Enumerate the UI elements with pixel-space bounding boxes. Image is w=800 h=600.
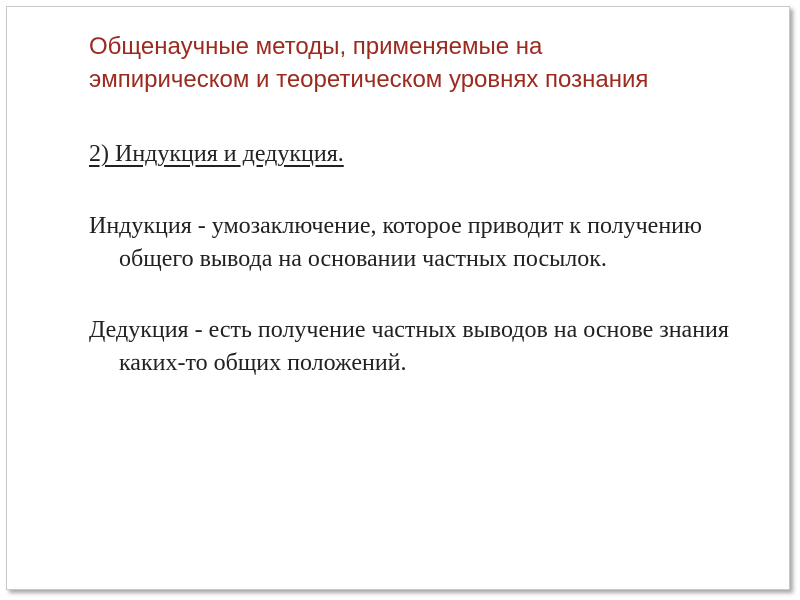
paragraph-induction: Индукция - умозаключение, которое приводит к получению общего вывода на основании частных посылок.	[89, 213, 702, 272]
slide-title-line-1: Общенаучные методы, применяемые на	[89, 33, 543, 60]
slide-title-line-2: эмпирическом и теоретическом уровнях познания	[89, 66, 649, 93]
paragraph-deduction: Дедукция - есть получение частных выводов на основе знания каких-то общих положений.	[89, 317, 729, 376]
slide-title	[89, 30, 769, 96]
slide-body	[89, 138, 769, 380]
section-heading: 2) Индукция и дедукция.	[89, 141, 344, 167]
slide	[6, 6, 790, 590]
